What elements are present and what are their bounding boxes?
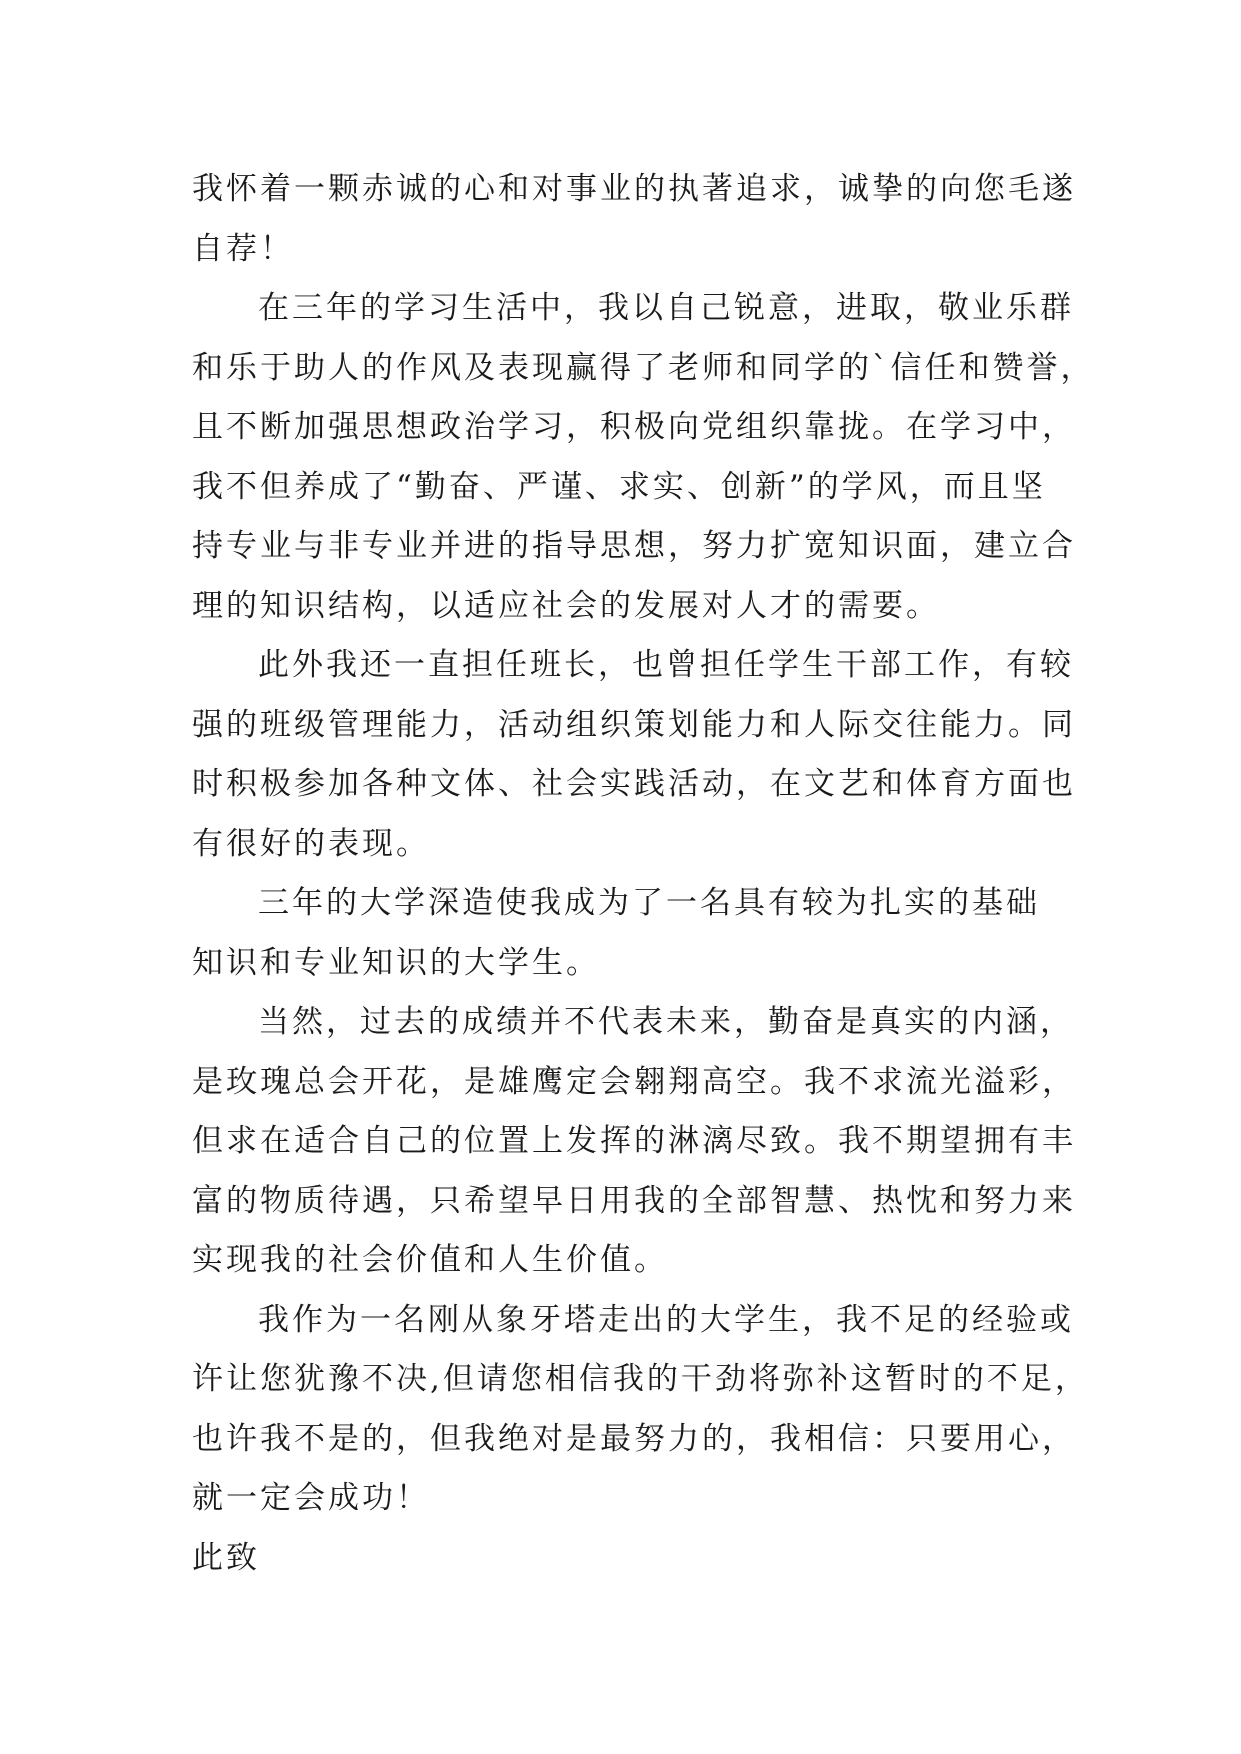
text-line: 知识和专业知识的大学生。 xyxy=(192,944,600,981)
text-line: 我怀着一颗赤诚的心和对事业的执著追求，诚挚的向您毛遂 xyxy=(192,171,1076,207)
text-line: 强的班级管理能力，活动组织策划能力和人际交往能力。同 xyxy=(192,706,1076,743)
text-line: 和乐于助人的作风及表现赢得了老师和同学的`信任和赞誉， xyxy=(192,349,1095,386)
text-line: 当然，过去的成绩并不代表未来，勤奋是真实的内涵， xyxy=(258,1004,1074,1040)
paragraph-study xyxy=(192,279,1095,636)
text-line: 许让您犹豫不决,但请您相信我的干劲将弥补这暂时的不足， xyxy=(192,1361,1089,1397)
text-line: 三年的大学深造使我成为了一名具有较为扎实的基础 xyxy=(258,885,1040,921)
text-line: 我作为一名刚从象牙塔走出的大学生，我不足的经验或 xyxy=(258,1301,1074,1338)
text-line: 自荐！ xyxy=(192,230,294,267)
text-line: 是玫瑰总会开花，是雄鹰定会翱翔高空。我不求流光溢彩， xyxy=(192,1063,1076,1100)
cover-letter-body xyxy=(192,160,1095,1588)
text-line: 也许我不是的，但我绝对是最努力的，我相信：只要用心， xyxy=(192,1420,1076,1457)
text-line: 但求在适合自己的位置上发挥的淋漓尽致。我不期望拥有丰 xyxy=(192,1123,1076,1159)
text-line: 时积极参加各种文体、社会实践活动，在文艺和体育方面也 xyxy=(192,766,1076,802)
text-line: 在三年的学习生活中，我以自己锐意，进取，敬业乐群 xyxy=(258,290,1074,326)
text-line: 持专业与非专业并进的指导思想，努力扩宽知识面，建立合 xyxy=(192,528,1076,564)
text-line: 有很好的表现。 xyxy=(192,825,430,862)
text-line: 富的物质待遇，只希望早日用我的全部智慧、热忱和努力来 xyxy=(192,1182,1076,1219)
text-line: 实现我的社会价值和人生价值。 xyxy=(192,1242,668,1278)
paragraph-closing xyxy=(192,1291,1089,1529)
paragraph-future xyxy=(192,993,1076,1291)
text-line: 此外我还一直担任班长，也曾担任学生干部工作，有较 xyxy=(258,647,1074,683)
paragraph-salutation xyxy=(192,1529,1056,1589)
paragraph-intro xyxy=(192,160,1076,279)
paragraph-university xyxy=(192,874,1056,993)
text-line: 我不但养成了“勤奋、严谨、求实、创新”的学风，而且坚 xyxy=(192,468,1046,505)
paragraph-leadership xyxy=(192,636,1076,874)
salutation-line: 此致 xyxy=(192,1539,260,1576)
text-line: 理的知识结构，以适应社会的发展对人才的需要。 xyxy=(192,587,940,624)
text-line: 就一定会成功！ xyxy=(192,1480,430,1516)
text-line: 且不断加强思想政治学习，积极向党组织靠拢。在学习中， xyxy=(192,409,1076,445)
